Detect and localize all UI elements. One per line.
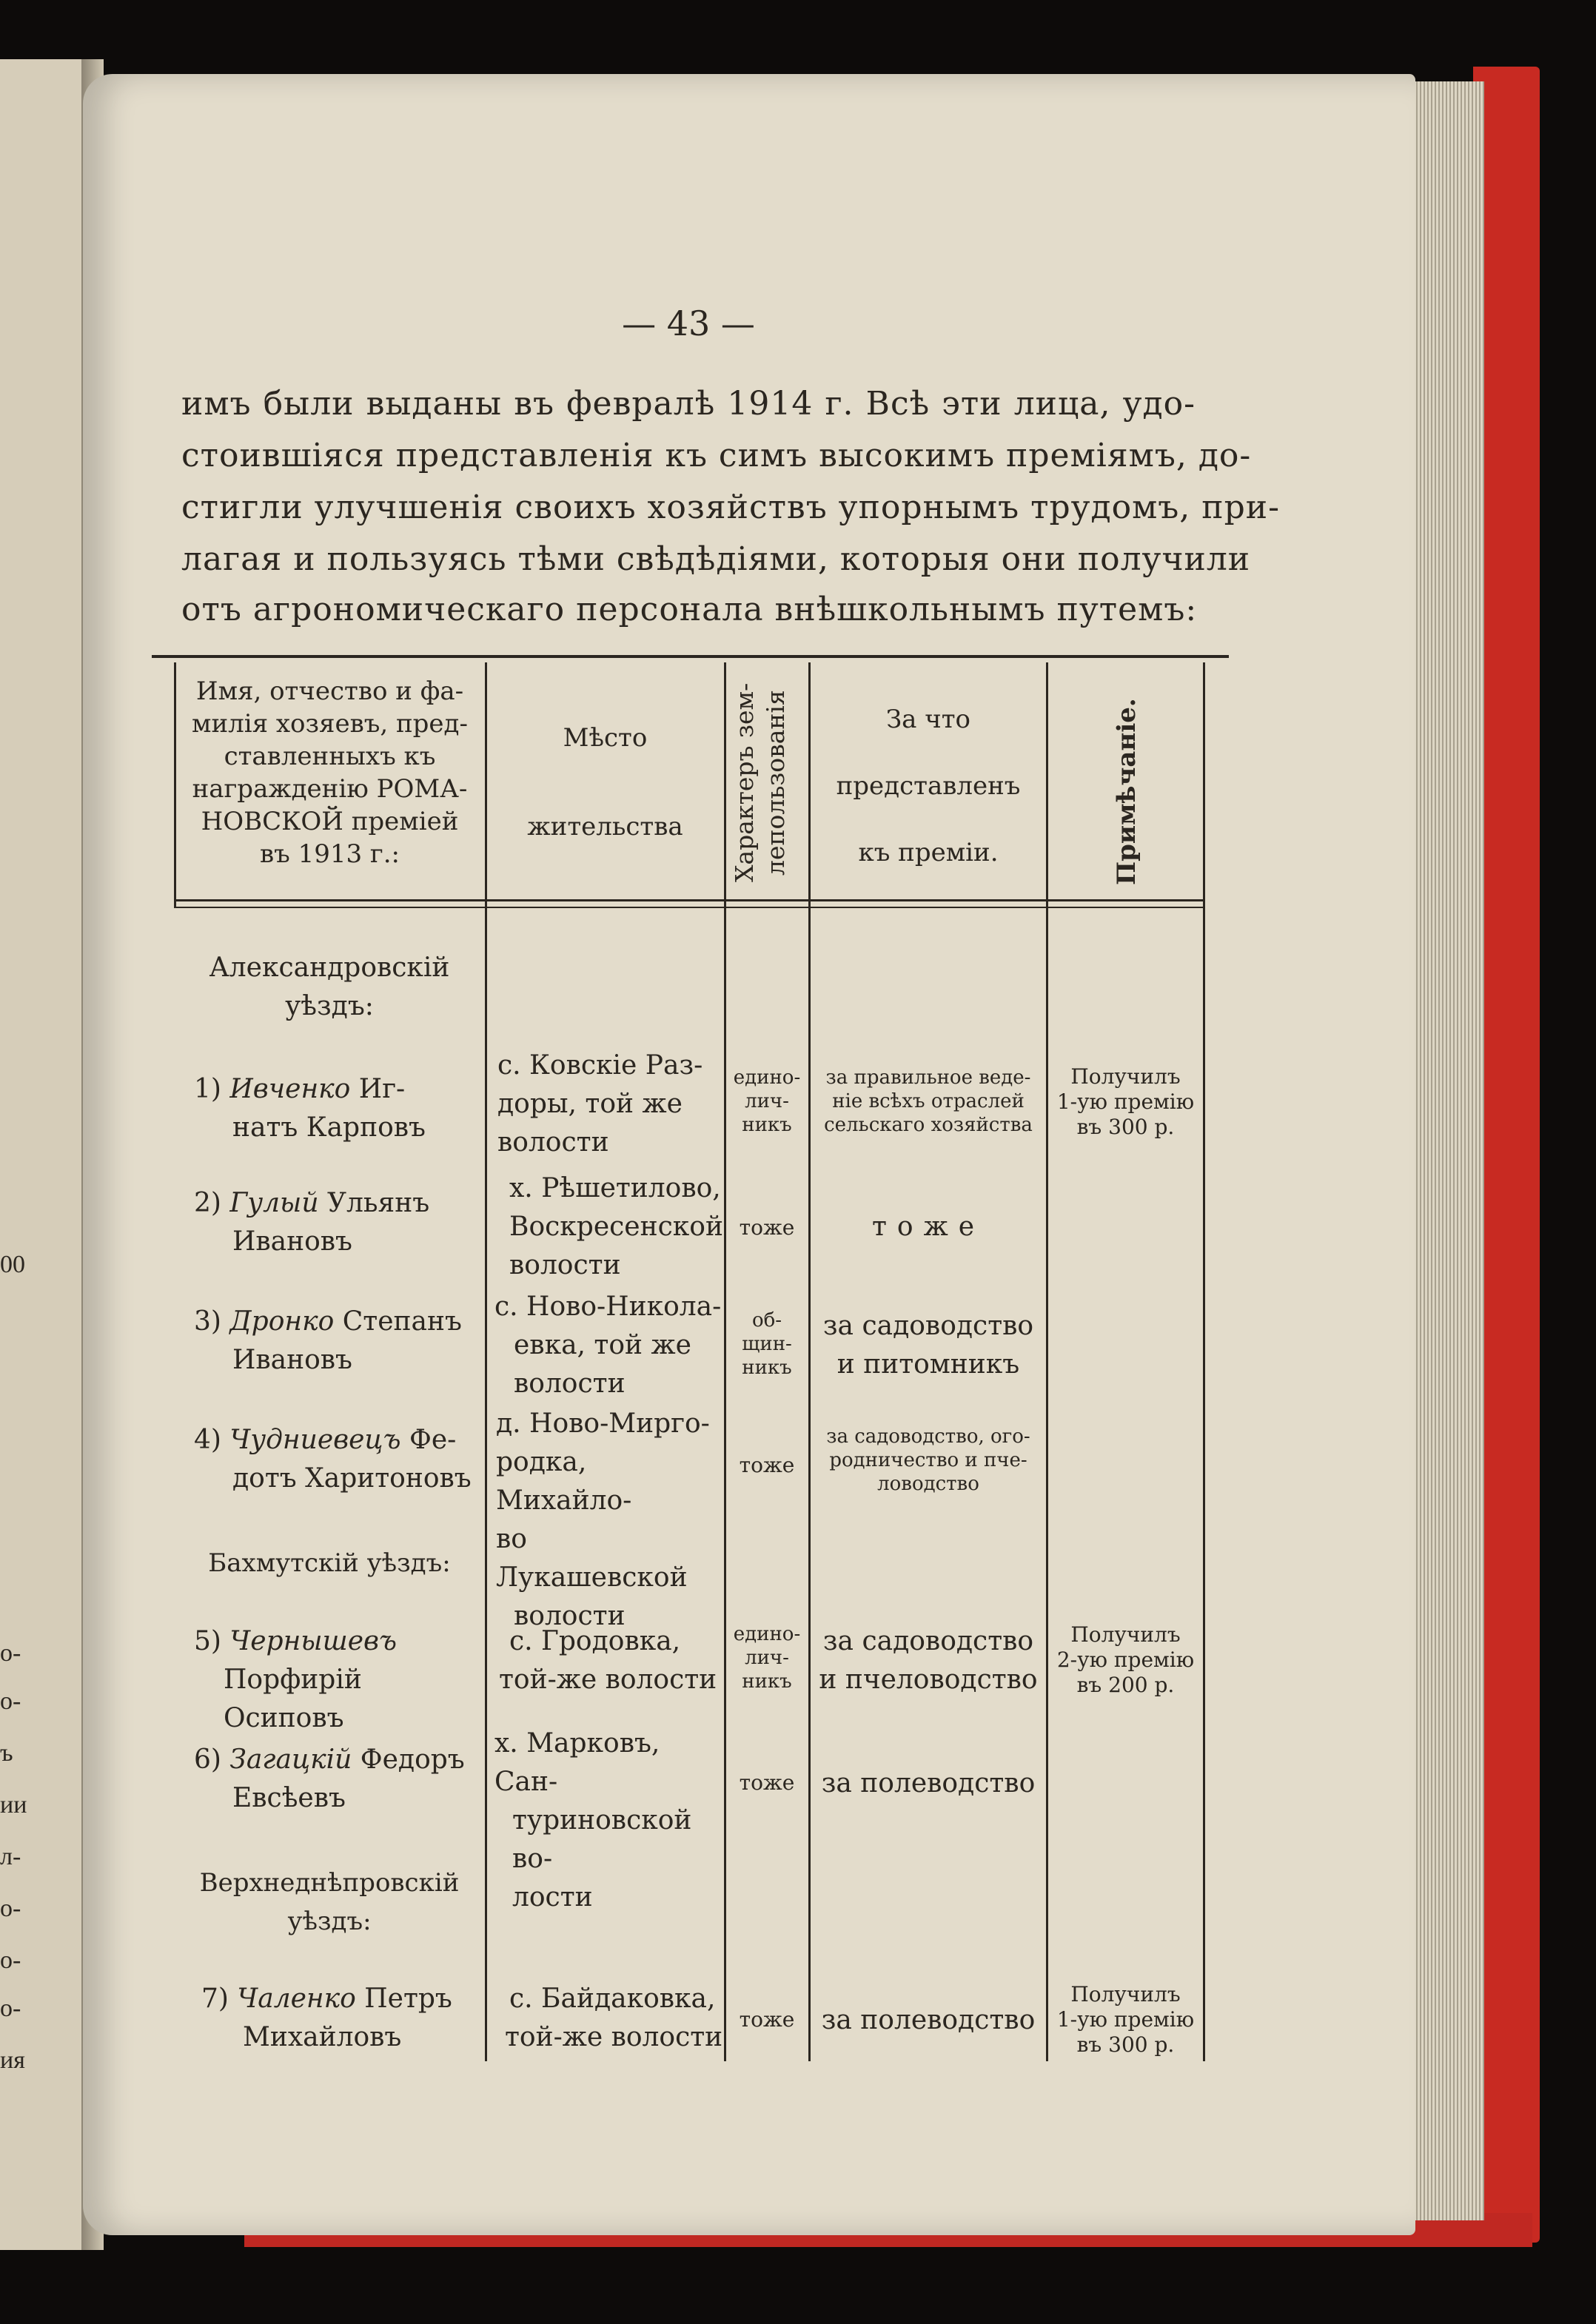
table-row-note: [1050, 1622, 1201, 1698]
place-line: волости: [514, 1601, 626, 1631]
district-heading-line: Верхнеднѣпровскій: [199, 1868, 460, 1898]
table-row-name: [194, 1070, 483, 1147]
note-line: 1-ую премію: [1056, 1089, 1195, 1114]
character-line: никъ: [742, 1670, 792, 1693]
header-name-line: милія хозяевъ, пред-: [192, 709, 468, 739]
place-line: с. Гродовка,: [509, 1626, 681, 1656]
row-number: 6): [194, 1744, 221, 1775]
table-row-reason: за полеводство: [821, 2005, 1036, 2035]
left-page-fragment: ии: [0, 1791, 27, 1818]
reason-line: за садоводство: [822, 1626, 1034, 1656]
left-page-fragment: 00: [0, 1251, 25, 1278]
reason-line: за садоводство, ого-: [826, 1425, 1030, 1448]
reason-line: за правильное веде-: [825, 1067, 1031, 1089]
reason-line: за садоводство: [822, 1311, 1034, 1341]
table-row-character: [727, 1622, 807, 1693]
table-row-character: тоже: [739, 1215, 795, 1240]
table-row-place: [505, 1980, 724, 2057]
table-row-note: [1050, 1064, 1201, 1140]
left-page-fragment: о-: [0, 1947, 21, 1974]
character-line: об-: [751, 1309, 782, 1331]
name-line2: Порфирій Осиповъ: [224, 1665, 362, 1733]
table-row-reason: за полеводство: [821, 1768, 1036, 1799]
left-page-fragment: л-: [0, 1843, 21, 1870]
given-name: Ульянъ: [327, 1188, 430, 1218]
reason-line: и питомникъ: [836, 1349, 1020, 1380]
reason-line: и пчеловодство: [819, 1665, 1038, 1695]
note-line: Получилъ: [1070, 1064, 1181, 1089]
place-line: во Лукашевской: [496, 1524, 688, 1593]
place-line: доры, той же: [497, 1089, 683, 1119]
name-line2: Ивановъ: [232, 1226, 352, 1257]
table-row-character: [727, 1309, 807, 1380]
table-row-character: тоже: [739, 1770, 795, 1795]
row-number: 2): [194, 1188, 221, 1218]
header-place-line2: жительства: [527, 812, 683, 842]
header-reason-line1: За что: [885, 705, 971, 734]
table-header-rule: [174, 899, 1203, 901]
table-row-place: [497, 1047, 723, 1162]
table-row-place: [496, 1405, 724, 1636]
district-heading-line: уѣздъ:: [287, 1907, 372, 1936]
place-line: с. Байдаковка,: [509, 1984, 716, 2014]
paragraph-line: лагая и пользуясь тѣми свѣдѣдіями, которыя они получили: [181, 540, 1251, 578]
left-page: [0, 59, 86, 2250]
left-page-fragment: о-: [0, 1687, 21, 1715]
name-line2: Евсѣевъ: [232, 1783, 346, 1813]
table-row-reason: [812, 1066, 1045, 1137]
place-line: родка, Михайло-: [496, 1447, 632, 1516]
place-line: х. Рѣшетилово,: [509, 1173, 721, 1203]
surname: Чаленко: [237, 1984, 356, 2014]
place-line: волости: [509, 1250, 621, 1280]
note-line: въ 200 р.: [1076, 1673, 1175, 1697]
place-line: лости: [512, 1882, 593, 1912]
note-line: 1-ую премію: [1056, 2007, 1195, 2032]
table-row-reason: тоже: [871, 1212, 985, 1242]
district-heading-line: Александровскій: [209, 953, 450, 983]
reason-line: ніе всѣхъ отраслей: [832, 1090, 1025, 1112]
given-name: Степанъ: [342, 1306, 462, 1337]
table-row-character: тоже: [739, 1453, 795, 1477]
place-line: х. Марковъ, Сан-: [494, 1728, 660, 1797]
table-row-name: [201, 1980, 486, 2057]
header-note: Примѣчаніе.: [1112, 698, 1141, 886]
header-name-line: въ 1913 г.:: [260, 839, 400, 869]
given-name: Федоръ: [360, 1744, 465, 1775]
table-row-character: тоже: [739, 2007, 795, 2032]
header-name-line: НОВСКОЙ преміей: [201, 807, 459, 836]
column-rule: [1046, 662, 1048, 2061]
left-page-fragment: о-: [0, 1639, 21, 1667]
table-row-name: [194, 1421, 483, 1498]
table-row-name: [194, 1184, 483, 1261]
name-line2: Ивановъ: [232, 1345, 352, 1375]
note-line: въ 300 р.: [1076, 1115, 1175, 1139]
character-line: щин-: [742, 1333, 792, 1355]
reason-line: родничество и пче-: [829, 1449, 1027, 1471]
district-heading-line: уѣздъ:: [285, 991, 374, 1021]
table-header-rule-2: [174, 907, 1203, 908]
row-number: 1): [194, 1074, 221, 1104]
header-name-line: награжденію РОМА-: [192, 774, 468, 804]
paragraph-line: стоившіяся представленія къ симъ высокимъ преміямъ, до-: [181, 437, 1252, 474]
header-reason-line3: къ преміи.: [858, 838, 999, 867]
given-name: Петръ: [364, 1984, 452, 2014]
table-row-character: [727, 1066, 807, 1137]
header-reason-line2: представленъ: [836, 771, 1021, 801]
place-line: той-же волости: [499, 1665, 717, 1695]
table-row-reason: [812, 1622, 1045, 1699]
place-line: Воскресенской: [509, 1212, 723, 1242]
given-name: Фе-: [409, 1425, 457, 1455]
reason-line: ловодство: [877, 1473, 979, 1495]
surname: Загацкій: [229, 1744, 352, 1775]
header-name-line: Имя, отчество и фа-: [195, 676, 464, 706]
name-line2: натъ Карповъ: [232, 1112, 426, 1143]
header-name-line: ставленныхъ къ: [224, 742, 436, 771]
table-row-name: [194, 1303, 483, 1380]
given-name: Иг-: [358, 1074, 406, 1104]
place-line: с. Ковскіе Раз-: [497, 1050, 703, 1081]
note-line: Получилъ: [1070, 1622, 1181, 1647]
table-row-place: [509, 1169, 724, 1285]
row-number: 4): [194, 1425, 221, 1455]
table-row-name: [194, 1622, 486, 1738]
column-rule: [485, 662, 487, 2061]
row-number: 7): [201, 1984, 229, 2014]
place-line: волости: [514, 1368, 626, 1399]
row-number: 3): [194, 1306, 221, 1337]
note-line: 2-ую премію: [1056, 1648, 1195, 1672]
district-heading: [178, 949, 481, 1026]
paragraph-line: отъ агрономическаго персонала внѣшкольнымъ путемъ:: [181, 591, 1198, 628]
name-line2: дотъ Харитоновъ: [232, 1463, 472, 1494]
table-row-note: [1050, 1982, 1201, 2058]
page-number: — 43 —: [622, 303, 755, 343]
surname: Чудниевецъ: [229, 1425, 401, 1455]
district-heading: [178, 1864, 481, 1941]
surname: Ивченко: [229, 1074, 351, 1104]
table-row-place: [494, 1724, 724, 1917]
note-line: въ 300 р.: [1076, 2032, 1175, 2057]
character-line: никъ: [742, 1114, 792, 1136]
surname: Чернышевъ: [229, 1626, 397, 1656]
column-rule: [724, 662, 726, 2061]
place-line: той-же волости: [505, 2022, 723, 2052]
left-page-fragment: о-: [0, 1895, 21, 1922]
place-line: с. Ново-Никола-: [494, 1292, 722, 1322]
paragraph-line: имъ были выданы въ февралѣ 1914 г. Всѣ эти лица, удо-: [181, 385, 1196, 423]
column-rule: [1203, 662, 1205, 2061]
character-line: никъ: [742, 1357, 792, 1379]
row-number: 5): [194, 1626, 221, 1656]
table-row-place: [499, 1622, 724, 1699]
surname: Гулый: [229, 1188, 319, 1218]
character-line: едино-: [733, 1623, 801, 1645]
name-line2: Михайловъ: [243, 2022, 402, 2052]
table-row-name: [194, 1741, 483, 1818]
table-row-place: [494, 1288, 724, 1403]
note-line: Получилъ: [1070, 1982, 1181, 2006]
header-place-line1: Мѣсто: [563, 723, 648, 753]
place-line: волости: [497, 1127, 609, 1158]
character-line: лич-: [745, 1647, 789, 1669]
table-row-reason: [812, 1307, 1045, 1384]
surname: Дронко: [229, 1306, 335, 1337]
left-page-fragment: о-: [0, 1995, 21, 2022]
header-name: [176, 675, 483, 870]
left-page-fragment: ъ: [0, 1739, 13, 1767]
column-rule: [808, 662, 811, 2061]
character-line: едино-: [733, 1067, 801, 1089]
table-top-rule: [152, 655, 1229, 658]
table-row-reason: [812, 1425, 1045, 1496]
left-page-fragment: ия: [0, 2046, 25, 2074]
header-character: Характеръ зем-лепользованія: [730, 682, 790, 883]
character-line: лич-: [745, 1090, 789, 1112]
reason-line: сельскаго хозяйства: [824, 1114, 1033, 1136]
paragraph-line: стигли улучшенія своихъ хозяйствъ упорнымъ трудомъ, при-: [181, 488, 1280, 526]
place-line: туриновской во-: [512, 1805, 692, 1874]
place-line: евка, той же: [514, 1330, 691, 1360]
district-heading: Бахмутскій уѣздъ:: [208, 1548, 451, 1578]
place-line: д. Ново-Мирго-: [496, 1408, 710, 1439]
